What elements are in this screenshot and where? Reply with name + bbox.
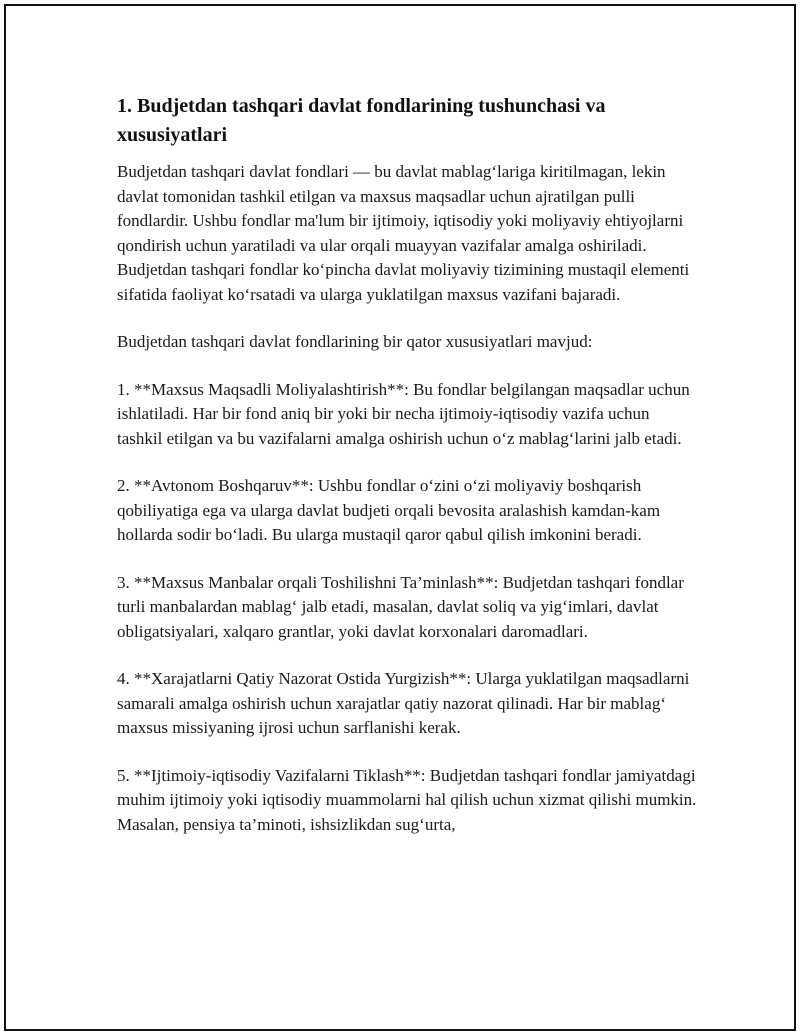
features-lead-paragraph: Budjetdan tashqari davlat fondlarining bir qator xususiyatlari mavjud: — [117, 332, 593, 351]
feature-item-3: 3. **Maxsus Manbalar orqali Toshilishni Ta’minlash**: Budjetdan tashqari fondlar turli manbalardan mablag‘ jalb etadi, masalan, davlat soliq va yig‘imlari, davlat obligatsiyalari, xalqaro grantlar, yoki davlat korxonalari daromadlari. — [117, 572, 684, 641]
document-body — [117, 92, 697, 860]
section-heading: 1. Budjetdan tashqari davlat fondlarining tushunchasi va xususiyatlari — [117, 95, 606, 146]
feature-item-1: 1. **Maxsus Maqsadli Moliyalashtirish**: Bu fondlar belgilangan maqsadlar uchun ishlatiladi. Har bir fond aniq bir yoki bir necha ijtimoiy-iqtisodiy vazifa uchun tashkil etilgan va bu vazifalarni amalga oshirish uchun o‘z mablag‘larini jalb etadi. — [117, 379, 690, 448]
intro-paragraph: Budjetdan tashqari davlat fondlari — bu davlat mablag‘lariga kiritilmagan, lekin davlat tomonidan tashkil etilgan va maxsus maqsadlar uchun ajratilgan pulli fondlardir. Ushbu fondlar ma'lum bir ijtimoiy, iqtisodiy yoki moliyaviy ehtiyojlarni qondirish uchun yaratiladi va ular orqali muayyan vazifalar amalga oshiriladi. Budjetdan tashqari fondlar ko‘pincha davlat moliyaviy tizimining mustaqil elementi sifatida faoliyat ko‘rsatadi va ularga yuklatilgan maxsus vazifani bajaradi. — [117, 162, 690, 304]
feature-item-4: 4. **Xarajatlarni Qatiy Nazorat Ostida Yurgizish**: Ularga yuklatilgan maqsadlarni samarali amalga oshirish uchun xarajatlar qatiy nazorat qilinadi. Har bir mablag‘ maxsus missiyaning ijrosi uchun sarflanishi kerak. — [117, 669, 690, 737]
feature-item-2: 2. **Avtonom Boshqaruv**: Ushbu fondlar o‘zini o‘zi moliyaviy boshqarish qobiliyatiga ega va ularga davlat budjeti orqali bevosita aralashish kamdan-kam hollarda sodir bo‘ladi. Bu ularga mustaqil qaror qabul qilish imkonini beradi. — [117, 476, 661, 544]
feature-item-5: 5. **Ijtimoiy-iqtisodiy Vazifalarni Tiklash**: Budjetdan tashqari fondlar jamiyatdagi muhim ijtimoiy yoki iqtisodiy muammolarni hal qilish uchun xizmat qilishi mumkin. Masalan, pensiya ta’minoti, ishsizlikdan sug‘urta, — [117, 765, 697, 834]
